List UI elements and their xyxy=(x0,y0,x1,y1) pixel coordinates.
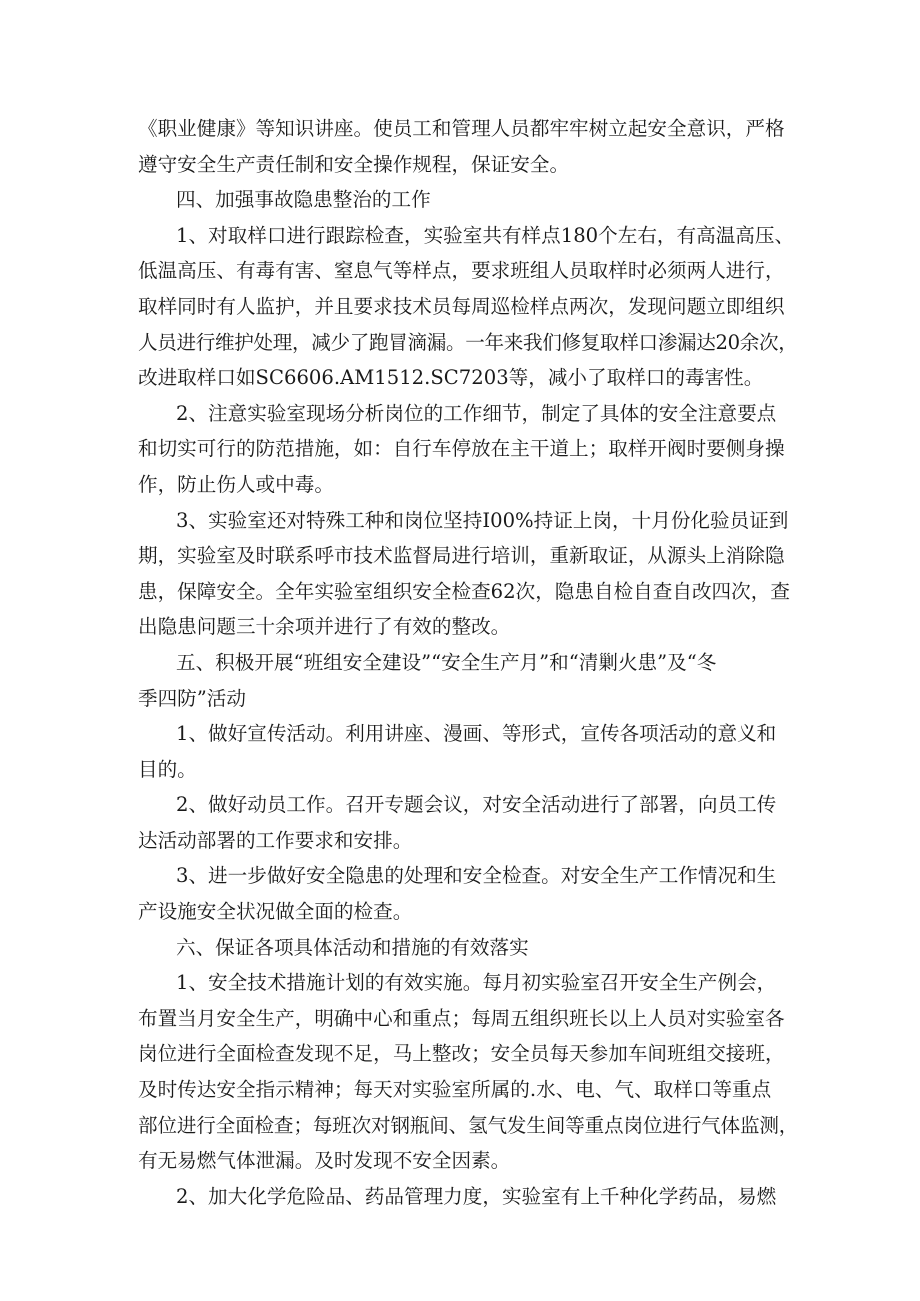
text-line: 产设施安全状况做全面的检查。 xyxy=(138,900,413,924)
text-line: 期，实验室及时联系呼市技术监督局进行培训，重新取证，从源头上消除隐 xyxy=(138,544,785,568)
text-line: 作，防止伤人或中毒。 xyxy=(138,472,334,496)
text-line: 有无易燃气体泄漏。及时发现不安全因素。 xyxy=(138,1149,511,1173)
text-line: 六、保证各项具体活动和措施的有效落实 xyxy=(176,935,529,959)
text-line: 1、做好宣传活动。利用讲座、漫画、等形式，宣传各项活动的意义和 xyxy=(176,722,777,746)
text-line: 《职业健康》等知识讲座。使员工和管理人员都牢牢树立起安全意识，严格 xyxy=(138,117,785,140)
text-line: 岗位进行全面检查发现不足，马上整改；安全员每天参加车间班组交接班， xyxy=(138,1042,785,1066)
text-line: 1、安全技术措施计划的有效实施。每月初实验室召开安全生产例会， xyxy=(176,971,777,995)
text-line: 2、加大化学危险品、药品管理力度，实验室有上千种化学药品，易燃 xyxy=(176,1184,777,1208)
text-line: 目的。 xyxy=(138,757,197,781)
text-line: 1、对取样口进行跟踪检查，实验室共有样点180个左右，有高温高压、 xyxy=(176,223,795,247)
text-line: 改进取样口如SC6606.AM1512.SC7203等，减小了取样口的毒害性。 xyxy=(138,366,764,390)
text-line: 取样同时有人监护，并且要求技术员每周巡检样点两次，发现问题立即组织 xyxy=(138,294,785,318)
text-line: 出隐患问题三十余项并进行了有效的整改。 xyxy=(138,615,511,639)
text-line: 遵守安全生产责任制和安全操作规程，保证安全。 xyxy=(138,152,570,176)
text-line: 低温高压、有毒有害、窒息气等样点，要求班组人员取样时必须两人进行， xyxy=(138,259,785,283)
document-body xyxy=(138,111,798,1214)
text-line: 3、进一步做好安全隐患的处理和安全检查。对安全生产工作情况和生 xyxy=(176,864,777,888)
text-line: 3、实验室还对特殊工种和岗位坚持I00%持证上岗，十月份化验员证到 xyxy=(176,508,789,532)
text-line: 四、加强事故隐患整治的工作 xyxy=(176,188,431,212)
text-line: 和切实可行的防范措施，如：自行车停放在主干道上；取样开阀时要侧身操 xyxy=(138,437,785,461)
text-line: 2、注意实验室现场分析岗位的工作细节，制定了具体的安全注意要点 xyxy=(176,401,777,425)
text-line: 人员进行维护处理，减少了跑冒滴漏。一年来我们修复取样口渗漏达20余次， xyxy=(138,330,798,354)
text-line: 五、积极开展“班组安全建设”“安全生产月”和“清剿火患”及“冬 xyxy=(176,650,717,674)
text-line: 2、做好动员工作。召开专题会议，对安全活动进行了部署，向员工传 xyxy=(176,793,777,817)
text-line: 布置当月安全生产，明确中心和重点；每周五组织班长以上人员对实验室各 xyxy=(138,1006,785,1030)
text-line: 患，保障安全。全年实验室组织安全检查62次，隐患自检自查自改四次，查 xyxy=(138,579,790,603)
text-line: 达活动部署的工作要求和安排。 xyxy=(138,828,413,852)
text-line: 部位进行全面检查；每班次对钢瓶间、氢气发生间等重点岗位进行气体监测， xyxy=(138,1113,798,1137)
text-line: 及时传达安全指示精神；每天对实验室所属的.水、电、气、取样口等重点 xyxy=(138,1078,772,1102)
text-line: 季四防”活动 xyxy=(138,686,246,710)
